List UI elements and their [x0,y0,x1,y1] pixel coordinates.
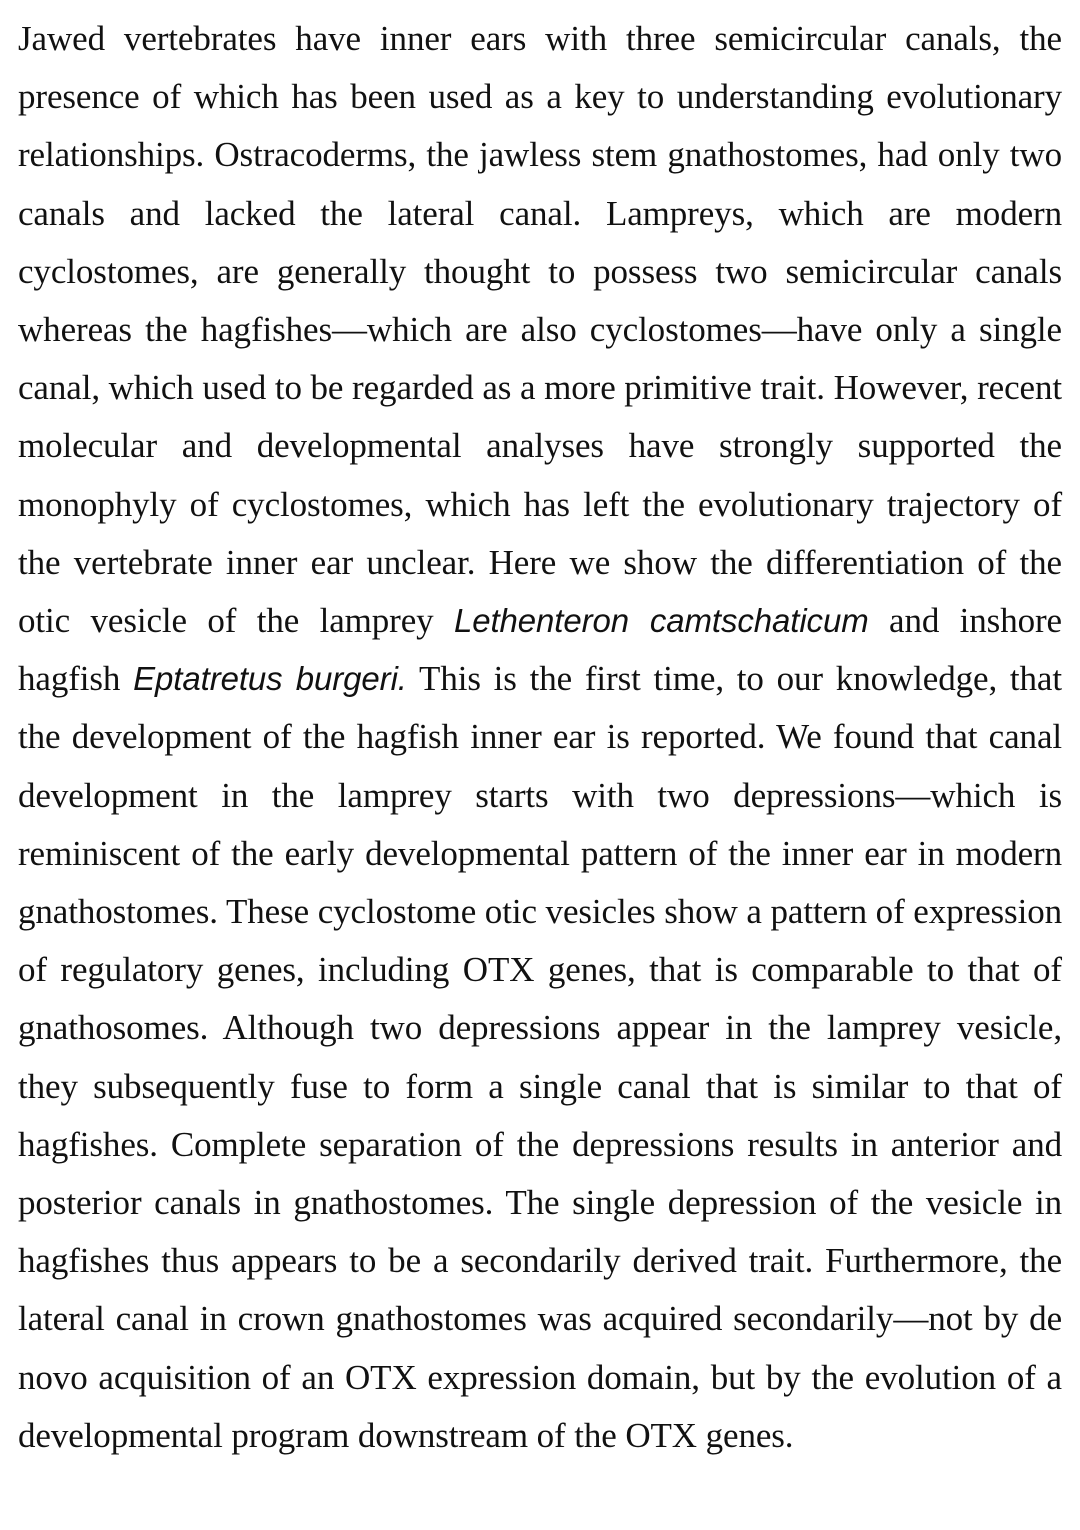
abstract-text-part-2: and inshore hagfish [18,601,1062,699]
abstract-text-part-3: This is the first time, to our knowledge, that the development of the hagfish inner ear is reported. We found that canal development in the lamprey starts with two depressions—which is reminiscent of the early developmental pattern of the inner ear in modern gnathostomes. These cyclostome otic vesicles show a pattern of expression of regulatory genes, including OTX genes, that is comparable to that of gnathosomes. Although two depressions appear in the lamprey vesicle, they subsequently fuse to form a single canal that is similar to that of hagfishes. Complete separation of the depressions results in anterior and posterior canals in gnathostomes. The single depression of the vesicle in hagfishes thus appears to be a secondarily derived trait. Furthermore, the lateral canal in crown gnathostomes was acquired secondarily—not by de novo acquisition of an OTX expression domain, but by the evolution of a developmental program downstream of the OTX genes. [18,659,1062,1455]
species-name-lamprey: Lethenteron camtschaticum [453,602,869,640]
abstract-text-part-1: Jawed vertebrates have inner ears with three semicircular canals, the presence of which has been used as a key to understanding evolutionary relationships. Ostracoderms, the jawless stem gnathostomes, had only two canals and lacked the lateral canal. Lampreys, which are modern cyclostomes, are generally thought to possess two semicircular canals whereas the hagfishes—which are also cyclostomes—have only a single canal, which used to be regarded as a more primitive trait. However, recent molecular and developmental analyses have strongly supported the monophyly of cyclostomes, which has left the evolutionary trajectory of the vertebrate inner ear unclear. Here we show the differentiation of the otic vesicle of the lamprey [18,19,1062,641]
species-name-hagfish: Eptatretus burgeri. [133,660,407,698]
abstract-paragraph [18,10,1062,1465]
